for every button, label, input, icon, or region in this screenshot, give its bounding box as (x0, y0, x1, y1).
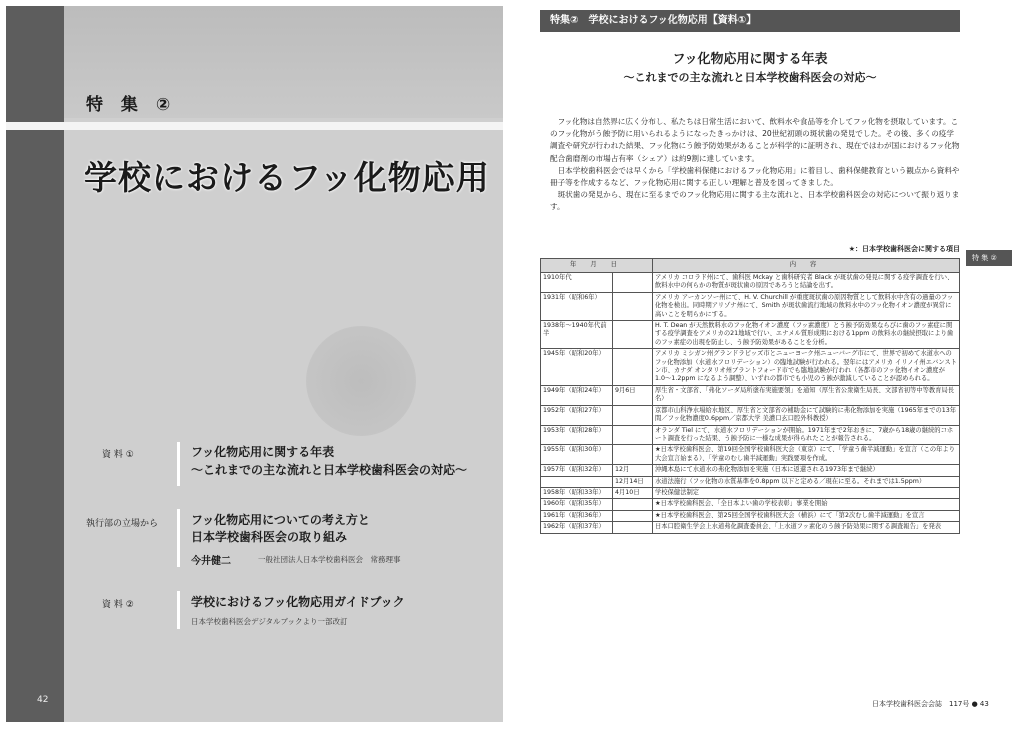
row-content: H. T. Dean が天然飲料水のフッ化物イオン濃度（フッ素濃度）とう蝕予防効果ならびに歯のフッ素症に関する疫学調査をアメリカの21地域で行い、エナメル質形成期における1ppm の飲料水の継続摂取により歯のフッ素症の出現を防止し、う蝕予防効果があることを分析。 (653, 321, 960, 349)
intro-text (550, 116, 960, 214)
table-row (541, 349, 960, 386)
row-content: ★日本学校歯科医会、第19回全国学校歯科医大会（東京）にて、「学童う歯半減運動」を宣言（この年より大会宣言始まる）、「学童のむし歯半減運動」実践要項を作成。 (653, 445, 960, 465)
row-date (613, 292, 653, 320)
row-date (613, 425, 653, 445)
row-content: ★日本学校歯科医会、「全日本よい歯の学校表彰」事業を開始 (653, 499, 960, 510)
table-row (541, 425, 960, 445)
timeline-table (540, 258, 960, 534)
table-row (541, 405, 960, 425)
intro-paragraph-1: フッ化物は自然界に広く分布し、私たちは日常生活において、飲料水や食品等を介してフッ化物を摂取しています。このフッ化物がう蝕予防に用いられるようになったきっかけは、20世紀初頭の斑状歯の発見でした。その後、多くの疫学調査や研究が行われた結果、フッ化物にう蝕予防効果があることが科学的に証明され、現在ではわが国におけるフッ化物配合歯磨剤の市場占有率（シェア）は約9割に達しています。 (550, 117, 960, 163)
row-content: 日本口腔衛生学会上水道弗化調査委員会、「上水道フッ素化のう蝕予防効果に関する調査報告」を発表 (653, 522, 960, 533)
table-row (541, 510, 960, 521)
row-date (613, 349, 653, 386)
table-row (541, 487, 960, 498)
table-row (541, 445, 960, 465)
page-number-left: 42 (37, 695, 49, 705)
table-row (541, 273, 960, 293)
background-circle-decoration (306, 326, 416, 436)
table-row (541, 385, 960, 405)
table-row (541, 465, 960, 476)
toc-title-3-line1[interactable]: 学校におけるフッ化物応用ガイドブック (191, 595, 405, 609)
row-date: 9月6日 (613, 385, 653, 405)
row-year: 1949年（昭和24年） (541, 385, 613, 405)
row-content: 厚生省・文部省、「弗化ソーダ局所塗布実施要領」を通知（厚生省公衆衛生局長、文部省初等中等教育局長名） (653, 385, 960, 405)
toc-bar-2 (177, 509, 180, 567)
row-year (541, 476, 613, 487)
table-header-row (541, 259, 960, 273)
row-content: 沖縄本島にて水道水の弗化物添加を実施（日本に返還される1973年まで継続） (653, 465, 960, 476)
row-year: 1955年（昭和30年） (541, 445, 613, 465)
intro-paragraph-3: 斑状歯の発見から、現在に至るまでのフッ化物応用に関する主な流れと、日本学校歯科医会の対応について振り返ります。 (550, 190, 960, 212)
document-title: フッ化物応用に関する年表 (672, 52, 828, 67)
row-date (613, 273, 653, 293)
toc-title-1-line2[interactable]: 〜これまでの主な流れと日本学校歯科医会の対応〜 (191, 463, 468, 477)
page-number-right: 日本学校歯科医会会誌 117号 ● 43 (872, 700, 989, 708)
row-date (613, 510, 653, 521)
row-date: 12月14日 (613, 476, 653, 487)
toc-title-2-line1[interactable]: フッ化物応用についての考え方と (191, 513, 370, 527)
row-content: アメリカ ミシガン州グランドラピッズ市とニューヨーク州ニューバーグ市にて、世界で初めて水道水へのフッ化物添加（水道水フロリデーション）の臨地試験が行われる。翌年にはアメリカ イリノイ州エバンストン市、カナダ オンタリオ州ブラントフォード市でも臨地試験が行われ（各都市のフッ化物イオン濃度が1.0〜1.2ppm になるよう調整）、いずれの都市でも小児のう蝕が激減していることが認められる。 (653, 349, 960, 386)
toc-label-3: 資 料 ② (102, 600, 134, 610)
table-row (541, 499, 960, 510)
document-subtitle: 〜これまでの主な流れと日本学校歯科医会の対応〜 (623, 71, 877, 84)
toc-label-1: 資 料 ① (102, 450, 134, 460)
toc-bar-1 (177, 442, 180, 486)
row-date (613, 522, 653, 533)
row-content: 水道法施行（フッ化物の水質基準を0.8ppm 以下と定める／現在に至る。それまでは1.5ppm） (653, 476, 960, 487)
row-year: 1961年（昭和36年） (541, 510, 613, 521)
row-content: ★日本学校歯科医会、第25回全国学校歯科医大会（横浜）にて「第2次むし歯半減運動」を宣言 (653, 510, 960, 521)
intro-paragraph-2: 日本学校歯科医会では早くから「学校歯科保健におけるフッ化物応用」に着目し、歯科保健教育という観点から資料や冊子等を作成するなど、フッ化物応用に関する正しい理解と普及を図ってきました。 (550, 165, 960, 188)
row-year: 1953年（昭和28年） (541, 425, 613, 445)
toc-author-2: 今井健二 (191, 556, 231, 567)
row-year: 1952年（昭和27年） (541, 405, 613, 425)
right-page (512, 6, 1016, 722)
row-year: 1945年（昭和20年） (541, 349, 613, 386)
toc-sub-2: 一般社団法人日本学校歯科医会 常務理事 (258, 555, 401, 564)
header-content: 内 容 (653, 259, 960, 273)
header-date: 年 月 日 (541, 259, 653, 273)
table-row (541, 321, 960, 349)
row-year: 1960年（昭和35年） (541, 499, 613, 510)
toc-title-1-line1[interactable]: フッ化物応用に関する年表 (191, 445, 335, 459)
toc-bar-3 (177, 591, 180, 629)
table-row (541, 476, 960, 487)
toc-sub-3: 日本学校歯科医会デジタルブックより一部改訂 (191, 617, 348, 626)
section-label: 特 集 ② (86, 95, 177, 115)
table-row (541, 292, 960, 320)
divider-line (6, 122, 503, 130)
row-year: 1910年代 (541, 273, 613, 293)
row-year: 1931年（昭和6年） (541, 292, 613, 320)
row-date: 4月10日 (613, 487, 653, 498)
legend-note: ★：日本学校歯科医会に関する項目 (848, 245, 960, 253)
row-content: 学校保健法制定 (653, 487, 960, 498)
page-title: 学校におけるフッ化物応用 (84, 158, 490, 197)
row-year: 1958年（昭和33年） (541, 487, 613, 498)
left-page (6, 6, 503, 722)
row-date (613, 405, 653, 425)
row-date (613, 499, 653, 510)
row-year: 1962年（昭和37年） (541, 522, 613, 533)
row-content: アメリカ アーカンソー州にて、H. V. Churchill が重度斑状歯の原因物質として飲料水中含有の過量のフッ化物を検出。同時期アリゾナ州にて、Smith が斑状歯流行地域の飲料水中のフッ化物イオン濃度が異常に高いことを明らかにする。 (653, 292, 960, 320)
toc-label-2: 執行部の立場から (86, 519, 159, 529)
row-content: オランダ Tiel にて、水道水フロリデーションが開始。1971年まで2年おきに、7歳から18歳の継続的コホート調査を行った結果、う蝕予防に一様な成果が得られたことが報告される。 (653, 425, 960, 445)
row-content: 京都市山科浄水場給水地区、厚生省と文部省の補助金にて試験的に弗化物添加を実施（1965年までの13年間／フッ化物濃度0.6ppm／京都大学 美濃口玄口腔外科教授） (653, 405, 960, 425)
row-date: 12月 (613, 465, 653, 476)
header-bar: 特集② 学校におけるフッ化物応用【資料①】 (540, 10, 960, 32)
side-tab: 特 集 ② (966, 250, 1012, 266)
row-content: アメリカ コロラド州にて、歯科医 Mckay と歯科研究者 Black が斑状歯の発見に関する疫学調査を行い、飲料水中の何らかの物質が斑状歯の原因であろうと結論を出す。 (653, 273, 960, 293)
row-date (613, 445, 653, 465)
table-row (541, 522, 960, 533)
row-year: 1957年（昭和32年） (541, 465, 613, 476)
row-year: 1938年〜1940年代前半 (541, 321, 613, 349)
row-date (613, 321, 653, 349)
left-dark-strip (6, 6, 64, 722)
toc-title-2-line2[interactable]: 日本学校歯科医会の取り組み (191, 530, 348, 544)
